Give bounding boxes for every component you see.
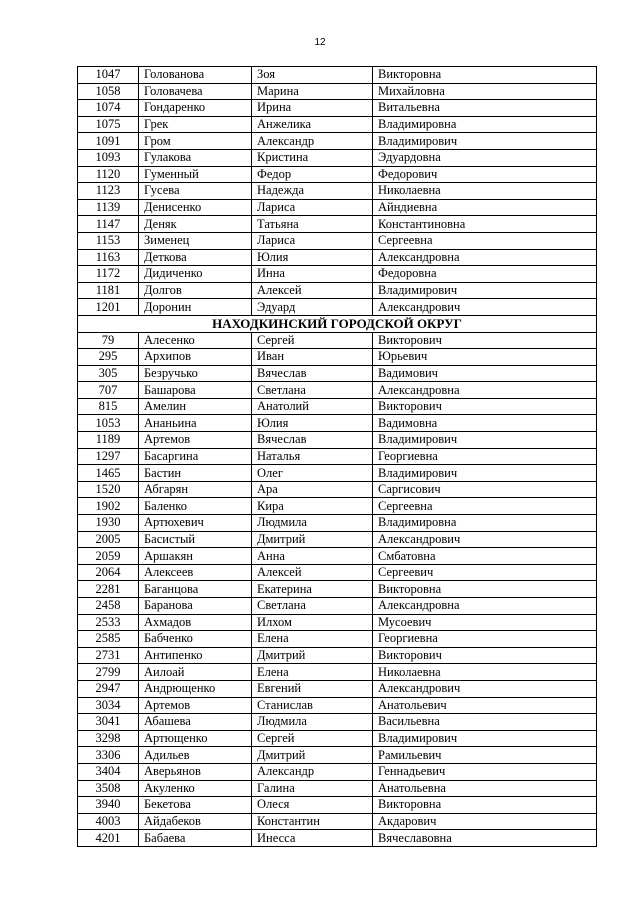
- table-row: [78, 730, 597, 747]
- number-cell: 1189: [78, 432, 139, 449]
- first-name-cell: Кира: [252, 498, 373, 515]
- middle-name-cell: Саргисович: [373, 481, 597, 498]
- table-row: [78, 183, 597, 200]
- number-cell: 3404: [78, 763, 139, 780]
- number-cell: 1297: [78, 448, 139, 465]
- table-row: [78, 515, 597, 532]
- section-header-row: [78, 315, 597, 332]
- table-row: [78, 199, 597, 216]
- first-name-cell: Людмила: [252, 714, 373, 731]
- table-row: [78, 116, 597, 133]
- last-name-cell: Баранова: [139, 598, 252, 615]
- middle-name-cell: Айндиевна: [373, 199, 597, 216]
- middle-name-cell: Владимировна: [373, 116, 597, 133]
- last-name-cell: Ахмадов: [139, 614, 252, 631]
- table-row: [78, 432, 597, 449]
- first-name-cell: Вячеслав: [252, 365, 373, 382]
- table-row: [78, 614, 597, 631]
- first-name-cell: Светлана: [252, 382, 373, 399]
- number-cell: 1075: [78, 116, 139, 133]
- last-name-cell: Голованова: [139, 67, 252, 84]
- table-row: [78, 67, 597, 84]
- number-cell: 1053: [78, 415, 139, 432]
- middle-name-cell: Вадимович: [373, 365, 597, 382]
- last-name-cell: Гусева: [139, 183, 252, 200]
- first-name-cell: Сергей: [252, 332, 373, 349]
- table-row: [78, 481, 597, 498]
- number-cell: 1172: [78, 266, 139, 283]
- first-name-cell: Сергей: [252, 730, 373, 747]
- first-name-cell: Екатерина: [252, 581, 373, 598]
- middle-name-cell: Владимирович: [373, 465, 597, 482]
- last-name-cell: Бекетова: [139, 797, 252, 814]
- number-cell: 1163: [78, 249, 139, 266]
- last-name-cell: Безручько: [139, 365, 252, 382]
- first-name-cell: Дмитрий: [252, 747, 373, 764]
- table-row: [78, 133, 597, 150]
- first-name-cell: Надежда: [252, 183, 373, 200]
- middle-name-cell: Витальевна: [373, 100, 597, 117]
- first-name-cell: Татьяна: [252, 216, 373, 233]
- middle-name-cell: Александрович: [373, 680, 597, 697]
- middle-name-cell: Викторовна: [373, 797, 597, 814]
- table-row: [78, 747, 597, 764]
- middle-name-cell: Николаевна: [373, 664, 597, 681]
- number-cell: 815: [78, 398, 139, 415]
- first-name-cell: Александр: [252, 763, 373, 780]
- first-name-cell: Светлана: [252, 598, 373, 615]
- table-row: [78, 697, 597, 714]
- table-row: [78, 415, 597, 432]
- number-cell: 1465: [78, 465, 139, 482]
- table-row: [78, 266, 597, 283]
- last-name-cell: Башарова: [139, 382, 252, 399]
- first-name-cell: Ирина: [252, 100, 373, 117]
- last-name-cell: Гондаренко: [139, 100, 252, 117]
- number-cell: 3306: [78, 747, 139, 764]
- first-name-cell: Галина: [252, 780, 373, 797]
- middle-name-cell: Владимировна: [373, 515, 597, 532]
- middle-name-cell: Михайловна: [373, 83, 597, 100]
- first-name-cell: Елена: [252, 664, 373, 681]
- middle-name-cell: Викторовна: [373, 581, 597, 598]
- last-name-cell: Денисенко: [139, 199, 252, 216]
- first-name-cell: Анжелика: [252, 116, 373, 133]
- first-name-cell: Анатолий: [252, 398, 373, 415]
- number-cell: 79: [78, 332, 139, 349]
- middle-name-cell: Александрович: [373, 299, 597, 316]
- number-cell: 2533: [78, 614, 139, 631]
- number-cell: 2281: [78, 581, 139, 598]
- number-cell: 2947: [78, 680, 139, 697]
- table-row: [78, 647, 597, 664]
- last-name-cell: Гуменный: [139, 166, 252, 183]
- table-row: [78, 581, 597, 598]
- first-name-cell: Юлия: [252, 249, 373, 266]
- middle-name-cell: Эдуардовна: [373, 149, 597, 166]
- last-name-cell: Аилоай: [139, 664, 252, 681]
- number-cell: 2585: [78, 631, 139, 648]
- number-cell: 2005: [78, 531, 139, 548]
- number-cell: 4201: [78, 830, 139, 847]
- first-name-cell: Иван: [252, 349, 373, 366]
- middle-name-cell: Александровна: [373, 249, 597, 266]
- number-cell: 3041: [78, 714, 139, 731]
- middle-name-cell: Александрович: [373, 531, 597, 548]
- first-name-cell: Александр: [252, 133, 373, 150]
- table-row: [78, 813, 597, 830]
- middle-name-cell: Александровна: [373, 598, 597, 615]
- first-name-cell: Олеся: [252, 797, 373, 814]
- number-cell: 1201: [78, 299, 139, 316]
- middle-name-cell: Владимирович: [373, 432, 597, 449]
- middle-name-cell: Викторович: [373, 332, 597, 349]
- last-name-cell: Гулакова: [139, 149, 252, 166]
- first-name-cell: Дмитрий: [252, 647, 373, 664]
- middle-name-cell: Сергеевич: [373, 564, 597, 581]
- last-name-cell: Деняк: [139, 216, 252, 233]
- first-name-cell: Марина: [252, 83, 373, 100]
- first-name-cell: Инесса: [252, 830, 373, 847]
- middle-name-cell: Юрьевич: [373, 349, 597, 366]
- number-cell: 1047: [78, 67, 139, 84]
- table-row: [78, 564, 597, 581]
- table-row: [78, 780, 597, 797]
- table-row: [78, 448, 597, 465]
- first-name-cell: Лариса: [252, 199, 373, 216]
- table-row: [78, 232, 597, 249]
- number-cell: 4003: [78, 813, 139, 830]
- middle-name-cell: Александровна: [373, 382, 597, 399]
- middle-name-cell: Викторович: [373, 647, 597, 664]
- first-name-cell: Инна: [252, 266, 373, 283]
- last-name-cell: Андрющенко: [139, 680, 252, 697]
- table-row: [78, 149, 597, 166]
- last-name-cell: Ананьина: [139, 415, 252, 432]
- table-row: [78, 83, 597, 100]
- last-name-cell: Басаргина: [139, 448, 252, 465]
- last-name-cell: Акуленко: [139, 780, 252, 797]
- table-row: [78, 680, 597, 697]
- middle-name-cell: Васильевна: [373, 714, 597, 731]
- last-name-cell: Бабченко: [139, 631, 252, 648]
- middle-name-cell: Николаевна: [373, 183, 597, 200]
- last-name-cell: Айдабеков: [139, 813, 252, 830]
- first-name-cell: Ара: [252, 481, 373, 498]
- number-cell: 295: [78, 349, 139, 366]
- middle-name-cell: Акдарович: [373, 813, 597, 830]
- last-name-cell: Архипов: [139, 349, 252, 366]
- last-name-cell: Баленко: [139, 498, 252, 515]
- first-name-cell: Евгений: [252, 680, 373, 697]
- table-row: [78, 763, 597, 780]
- last-name-cell: Амелин: [139, 398, 252, 415]
- first-name-cell: Кристина: [252, 149, 373, 166]
- last-name-cell: Дидиченко: [139, 266, 252, 283]
- last-name-cell: Адильев: [139, 747, 252, 764]
- table-row: [78, 465, 597, 482]
- table-row: [78, 498, 597, 515]
- roster-body: [78, 67, 597, 847]
- middle-name-cell: Владимирович: [373, 133, 597, 150]
- last-name-cell: Антипенко: [139, 647, 252, 664]
- table-row: [78, 664, 597, 681]
- last-name-cell: Артемов: [139, 697, 252, 714]
- number-cell: 1120: [78, 166, 139, 183]
- middle-name-cell: Владимирович: [373, 282, 597, 299]
- last-name-cell: Артюхевич: [139, 515, 252, 532]
- table-row: [78, 830, 597, 847]
- first-name-cell: Алексей: [252, 564, 373, 581]
- first-name-cell: Юлия: [252, 415, 373, 432]
- number-cell: 3034: [78, 697, 139, 714]
- middle-name-cell: Георгиевна: [373, 631, 597, 648]
- first-name-cell: Людмила: [252, 515, 373, 532]
- first-name-cell: Константин: [252, 813, 373, 830]
- table-row: [78, 382, 597, 399]
- first-name-cell: Олег: [252, 465, 373, 482]
- first-name-cell: Федор: [252, 166, 373, 183]
- number-cell: 1930: [78, 515, 139, 532]
- last-name-cell: Гром: [139, 133, 252, 150]
- section-title: НАХОДКИНСКИЙ ГОРОДСКОЙ ОКРУГ: [78, 315, 597, 332]
- table-row: [78, 631, 597, 648]
- first-name-cell: Вячеслав: [252, 432, 373, 449]
- first-name-cell: Алексей: [252, 282, 373, 299]
- number-cell: 707: [78, 382, 139, 399]
- number-cell: 3298: [78, 730, 139, 747]
- table-row: [78, 714, 597, 731]
- last-name-cell: Артющенко: [139, 730, 252, 747]
- number-cell: 2799: [78, 664, 139, 681]
- last-name-cell: Алесенко: [139, 332, 252, 349]
- middle-name-cell: Рамильевич: [373, 747, 597, 764]
- middle-name-cell: Георгиевна: [373, 448, 597, 465]
- table-row: [78, 100, 597, 117]
- middle-name-cell: Геннадьевич: [373, 763, 597, 780]
- first-name-cell: Дмитрий: [252, 531, 373, 548]
- middle-name-cell: Федоровна: [373, 266, 597, 283]
- number-cell: 1139: [78, 199, 139, 216]
- last-name-cell: Баганцова: [139, 581, 252, 598]
- last-name-cell: Абгарян: [139, 481, 252, 498]
- number-cell: 1902: [78, 498, 139, 515]
- number-cell: 1091: [78, 133, 139, 150]
- number-cell: 2064: [78, 564, 139, 581]
- table-row: [78, 282, 597, 299]
- middle-name-cell: Федорович: [373, 166, 597, 183]
- table-row: [78, 166, 597, 183]
- table-row: [78, 216, 597, 233]
- last-name-cell: Бастин: [139, 465, 252, 482]
- first-name-cell: Илхом: [252, 614, 373, 631]
- middle-name-cell: Викторович: [373, 398, 597, 415]
- table-row: [78, 299, 597, 316]
- table-row: [78, 398, 597, 415]
- last-name-cell: Долгов: [139, 282, 252, 299]
- roster-table: [77, 66, 597, 847]
- middle-name-cell: Константиновна: [373, 216, 597, 233]
- number-cell: 1147: [78, 216, 139, 233]
- number-cell: 1074: [78, 100, 139, 117]
- last-name-cell: Артемов: [139, 432, 252, 449]
- number-cell: 1058: [78, 83, 139, 100]
- table-row: [78, 332, 597, 349]
- middle-name-cell: Сергеевна: [373, 232, 597, 249]
- last-name-cell: Абашева: [139, 714, 252, 731]
- last-name-cell: Алексеев: [139, 564, 252, 581]
- last-name-cell: Аверьянов: [139, 763, 252, 780]
- page-number: 12: [314, 37, 326, 48]
- first-name-cell: Станислав: [252, 697, 373, 714]
- middle-name-cell: Анатольевна: [373, 780, 597, 797]
- middle-name-cell: Сергеевна: [373, 498, 597, 515]
- number-cell: 1093: [78, 149, 139, 166]
- table-row: [78, 349, 597, 366]
- table-row: [78, 548, 597, 565]
- middle-name-cell: Мусоевич: [373, 614, 597, 631]
- number-cell: 2458: [78, 598, 139, 615]
- table-row: [78, 531, 597, 548]
- middle-name-cell: Анатольевич: [373, 697, 597, 714]
- number-cell: 1123: [78, 183, 139, 200]
- middle-name-cell: Вадимовна: [373, 415, 597, 432]
- last-name-cell: Доронин: [139, 299, 252, 316]
- last-name-cell: Грек: [139, 116, 252, 133]
- number-cell: 1520: [78, 481, 139, 498]
- number-cell: 2059: [78, 548, 139, 565]
- number-cell: 2731: [78, 647, 139, 664]
- first-name-cell: Елена: [252, 631, 373, 648]
- middle-name-cell: Смбатовна: [373, 548, 597, 565]
- last-name-cell: Басистый: [139, 531, 252, 548]
- table-row: [78, 797, 597, 814]
- last-name-cell: Зименец: [139, 232, 252, 249]
- number-cell: 3508: [78, 780, 139, 797]
- table-row: [78, 598, 597, 615]
- first-name-cell: Эдуард: [252, 299, 373, 316]
- number-cell: 1181: [78, 282, 139, 299]
- number-cell: 305: [78, 365, 139, 382]
- middle-name-cell: Викторовна: [373, 67, 597, 84]
- last-name-cell: Аршакян: [139, 548, 252, 565]
- table-row: [78, 365, 597, 382]
- number-cell: 3940: [78, 797, 139, 814]
- last-name-cell: Деткова: [139, 249, 252, 266]
- last-name-cell: Бабаева: [139, 830, 252, 847]
- number-cell: 1153: [78, 232, 139, 249]
- middle-name-cell: Владимирович: [373, 730, 597, 747]
- first-name-cell: Лариса: [252, 232, 373, 249]
- table-row: [78, 249, 597, 266]
- first-name-cell: Зоя: [252, 67, 373, 84]
- first-name-cell: Наталья: [252, 448, 373, 465]
- first-name-cell: Анна: [252, 548, 373, 565]
- last-name-cell: Головачева: [139, 83, 252, 100]
- middle-name-cell: Вячеславовна: [373, 830, 597, 847]
